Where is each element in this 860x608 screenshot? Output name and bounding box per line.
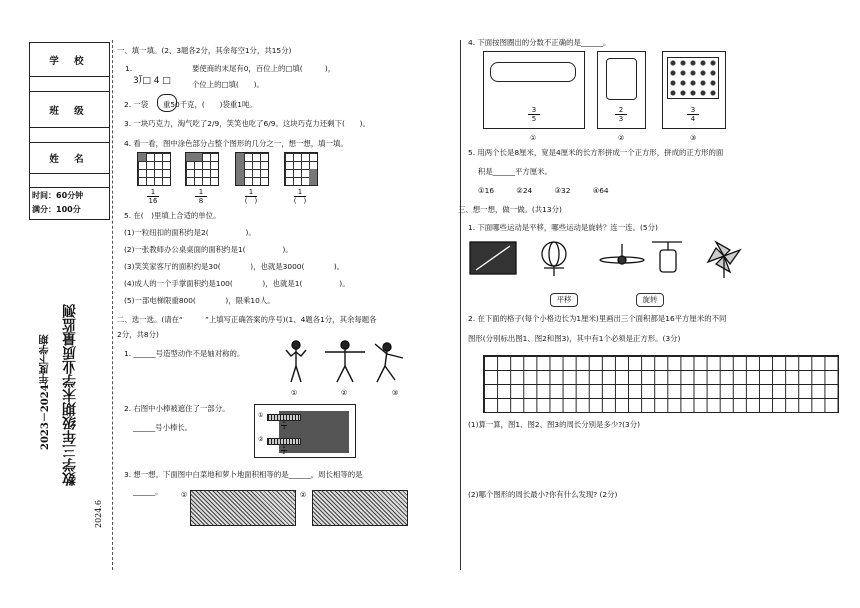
stick-label-1: ①	[258, 412, 264, 419]
section1-heading: 一、填一填。(2、3题各2分，其余每空1分，共15分)	[117, 46, 292, 55]
drawing-grid[interactable]	[483, 355, 839, 413]
s2-q1-opt-3: ③	[392, 389, 399, 397]
q4-frac-4[interactable]: 1 ( )	[293, 188, 307, 205]
q5-right-choices: ①16 ②24 ③32 ④64	[478, 186, 609, 195]
name-label: 姓 名	[30, 143, 109, 174]
s3-q1-text: 1. 下面哪些运动是平移，哪些运动是旋转？连一连。(5分)	[468, 223, 658, 232]
vegetable-plot-2	[312, 490, 408, 526]
s3-q2-part2: (2)哪个图形的周长最小?你有什么发现? (2分)	[468, 490, 618, 499]
q4-image-1-frac: 3 5	[524, 106, 544, 123]
q5-item: (2)一张教师办公桌桌面的面积约是1( )。	[124, 245, 293, 254]
class-label: 班 级	[30, 92, 109, 128]
q4-image-3	[662, 51, 726, 129]
q5-item: (5)一部电梯限重800( )，限乘10人。	[124, 296, 275, 305]
dot-group	[667, 57, 719, 99]
q5-right-text-b: 积是______平方厘米。	[478, 167, 552, 176]
q3-text: 3. 一块巧克力，淘气吃了2/9，笑笑也吃了6/9。这块巧克力还剩下( )。	[124, 119, 370, 128]
exam-term: 2023－2024年度下学期	[40, 334, 51, 450]
s2-q1-text: 1. ______号造型动作不是轴对称的。	[124, 349, 245, 358]
q4-grid-4	[284, 152, 318, 186]
section2-heading-cont: 2分，共8分)	[117, 330, 159, 339]
q1-text-b: 个位上的□填( )。	[192, 80, 264, 89]
q5-right-text: 5. 用两个长是8厘米，宽是4厘米的长方形拼成一个正方形，拼成的正方形的面	[468, 148, 724, 157]
exam-date: 2024.6	[94, 500, 103, 528]
q2-text: 2. 一袋 重50千克，( )袋重1吨。	[124, 100, 257, 109]
q4-image-1	[483, 51, 585, 129]
q1-division: 3⟌□ 4 □	[133, 76, 171, 86]
stick-label-2: ②	[258, 436, 264, 443]
stick-frac-2: 1 2	[282, 444, 286, 456]
vegetable-plot-1	[190, 490, 296, 526]
q4-image-2	[597, 51, 646, 129]
s2-q3-text-b: ______。	[133, 487, 163, 496]
q5-item: (3)笑笑家客厅的面积约是30( )，也就是3000( )。	[124, 262, 345, 271]
q4-grid-1	[137, 152, 171, 186]
s2-q3-text: 3. 想一想。下面图中白菜地和萝卜地面积相等的是______，周长相等的是	[124, 470, 363, 479]
class-field[interactable]	[30, 128, 109, 143]
q1-number: 1.	[125, 64, 133, 73]
binding-line	[112, 40, 114, 570]
q5-text: 5. 在( )里填上合适的单位。	[124, 211, 221, 220]
translate-button[interactable]: 平移	[550, 293, 578, 307]
q4-right-opt-1: ①	[530, 134, 537, 142]
section2-heading: 二、选一选。(请在“ ”上填写正确答案的序号)(1、4题各1分，其余每题各	[117, 315, 377, 324]
q4-right-opt-2: ②	[618, 134, 625, 142]
q4-right-text: 4. 下面按图圈出的分数不正确的是______。	[468, 38, 611, 47]
q5-item: (1)一粒纽扣的面积约是2( )。	[124, 228, 256, 237]
q4-image-3-frac: 3 4	[683, 106, 703, 123]
bar-shape	[606, 58, 637, 100]
s3-q2-text-b: 图形(分别标出图1、图2和图3)，其中有1个必须是正方形。(3分)	[468, 334, 681, 343]
s2-q3-opt-1: ①	[181, 491, 188, 499]
exam-time: 时间：60分钟	[32, 191, 84, 200]
s3-q2-text: 2. 在下面的格子(每个小格边长为1厘米)里画出三个面积都是16平方厘米的不同	[468, 314, 727, 323]
school-field[interactable]	[30, 77, 109, 92]
column-divider	[460, 40, 461, 570]
name-field[interactable]	[30, 174, 109, 188]
sack-icon	[157, 94, 177, 112]
q4-frac-2: 1 8	[191, 188, 211, 205]
stick-frac-1: 1 3	[282, 419, 286, 431]
rotate-button[interactable]: 旋转	[636, 293, 664, 307]
s2-q2-text-b: ______号小棒长。	[133, 423, 193, 432]
hidden-sticks-figure	[254, 404, 356, 458]
q4-text: 4. 看一看，图中涂色部分占整个图形的几分之一，想一想，填一填。	[124, 139, 348, 148]
exam-title: 数学三年级期末学业质量监测	[62, 304, 78, 486]
exam-score: 满分：100分	[32, 205, 81, 214]
q4-grid-2	[185, 152, 219, 186]
s3-q2-part1: (1)算一算，图1、图2、图3的周长分别是多少?(3分)	[468, 420, 641, 429]
student-info-table	[29, 42, 110, 220]
school-label: 学 校	[30, 43, 109, 77]
q4-right-opt-3: ③	[690, 134, 697, 142]
circled-group	[490, 62, 576, 82]
q4-frac-3[interactable]: 1 ( )	[244, 188, 258, 205]
s2-q1-opt-1: ①	[291, 389, 298, 397]
motion-pictures	[468, 236, 748, 280]
s2-q3-opt-2: ②	[300, 491, 307, 499]
q1-text-a: 要使商的末尾有0，百位上的□填( )，	[192, 64, 336, 73]
pose-figures	[281, 338, 411, 386]
q4-image-2-frac: 2 3	[611, 106, 631, 123]
q4-frac-1: 1 16	[148, 188, 158, 205]
q5-item: (4)成人的一个手掌面积约是100( )，也就是1( )。	[124, 279, 350, 288]
s2-q1-opt-2: ②	[341, 389, 348, 397]
q4-grid-3	[235, 152, 269, 186]
section3-heading: 三、想一想，做一做。(共13分)	[458, 205, 562, 214]
s2-q2-text: 2. 右图中小棒被遮住了一部分。	[124, 404, 230, 413]
